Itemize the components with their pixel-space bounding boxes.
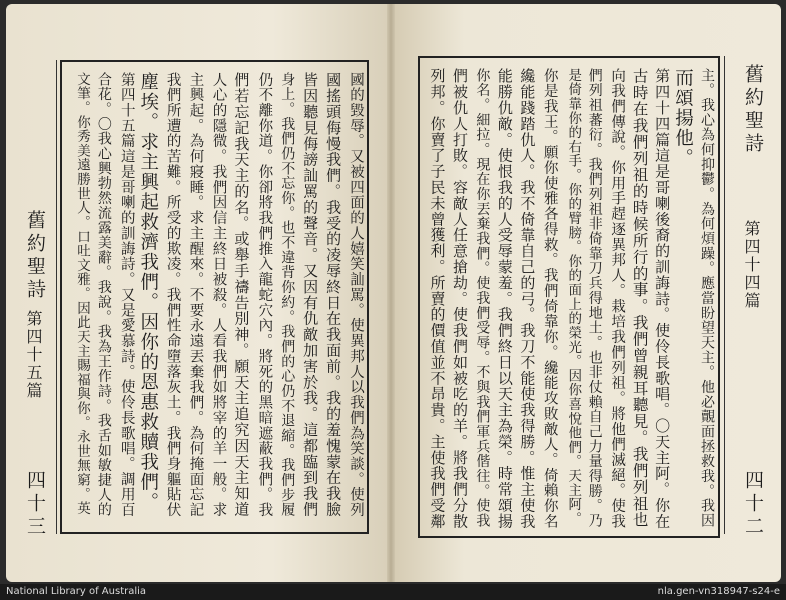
text-column: 合花。〇我心興勃然流露美辭。我說。我為王作詩。我舌如敏捷人的	[95, 72, 112, 518]
text-column: 是倚靠你的右手。你的臂膀。你的面上的榮光。因你喜悅他們。天主阿。	[565, 68, 582, 526]
text-column: 列邦。你賣了子民未曾獲利。所賣的價值並不昂貴。主使我們受鄰	[428, 68, 447, 530]
text-column: 們若忘記我天主的名。或舉手禱告別神。願天主追究因天主知道	[232, 72, 251, 518]
text-column: 能勝仇敵。使恨我的人受辱蒙羞。我們終日以天主為榮。時常頌揚	[495, 68, 514, 530]
left-text-frame	[60, 60, 369, 534]
text-column: 國搖頭侮慢我們。我受的凌辱終日在我面前。我的羞愧蒙在我臉	[324, 72, 343, 518]
text-column: 皆因聽見侮謗訕罵的聲音。又因有仇敵加害於我。這都臨到我們	[301, 72, 320, 518]
book-gutter	[387, 4, 395, 582]
text-column: 塵埃。求主興起救濟我們。因你的恩惠救贖我們。	[137, 72, 159, 512]
right-text-frame	[418, 56, 720, 538]
text-column: 人心的隱微。我們因信主終日被殺。人看我們如將宰的羊一般。求	[210, 72, 227, 518]
text-column: 而頌揚他。	[672, 68, 694, 168]
text-column: 身上。我們仍不忘你。也不違背你約。我們的心仍不退縮。我們步履	[279, 72, 296, 518]
text-column: 們被仇人打敗。容敵人任意搶劫。使我們如被吃的羊。將我們分散	[450, 68, 469, 530]
text-column: 主興起。為何寢睡。求主醒來。不要永遠丟棄我們。為何掩面忘記	[187, 72, 204, 518]
right-book-title: 舊約聖詩	[742, 64, 764, 156]
footer-library-name: National Library of Australia	[6, 586, 147, 597]
footer-bar	[0, 584, 786, 600]
text-column: 文筆。你秀美遠勝世人。口吐文雅。因此天主賜福與你。永世無窮。英	[73, 72, 90, 516]
footer-image-identifier: nla.gen-vn318947-s24-e	[657, 586, 780, 597]
text-column: 纔能踐踏仇人。我不倚靠自己的弓。我刀不能使我得勝。惟主使我	[518, 68, 537, 530]
text-column: 們列祖蕃衍。我們列祖非倚靠刀兵得地土。也非仗賴自己力量得勝。乃	[586, 68, 603, 529]
right-chapter-label: 第四十四篇	[742, 220, 761, 310]
right-page-number: 四十二	[742, 470, 764, 539]
text-column: 仍不離你道。你卻將我們推入龍蛇穴內。將死的黑暗遮蔽我們。我	[256, 72, 273, 518]
left-book-title: 舊約聖詩	[24, 210, 46, 302]
text-column: 第四十四篇這是哥喇後裔的訓誨詩。使伶長歌唱。〇天主阿。你在	[653, 68, 672, 530]
right-margin-rule	[724, 56, 725, 534]
text-column: 主。我心為何抑鬱。為何煩躁。應當盼望天主。他必覿面拯救我。我因	[699, 68, 715, 529]
text-column: 你名。細拉。現在你丟棄我們。使我們受辱。不與我們軍兵偕往。使我	[474, 68, 491, 529]
text-column: 國的毀辱。又被四面的人嬉笑訕罵。使異邦人以我們為笑談。使列	[348, 72, 364, 518]
text-column: 你是我王。願你使雅各得救。我們倚靠你。纔能攻敗敵人。倚賴你名	[541, 68, 558, 530]
left-margin-rule	[56, 60, 57, 534]
left-page-number: 四十三	[24, 470, 46, 539]
text-column: 第四十五篇這是哥喇的訓誨詩。又是愛慕詩。使伶長歌唱。調用百	[118, 72, 135, 518]
text-column: 向我們傳說。你用手趕逐異邦人。栽培我們列祖。將他們滅絕。使我	[609, 68, 626, 530]
left-chapter-label: 第四十五篇	[24, 310, 43, 400]
text-column: 古時在我們列祖的時候所行的事。我們曾親耳聽見。我們列祖也	[630, 68, 649, 529]
text-column: 我們所遭的苦難。所受的欺凌。我們性命墮落灰土。我們身軀貼伏	[164, 72, 181, 518]
